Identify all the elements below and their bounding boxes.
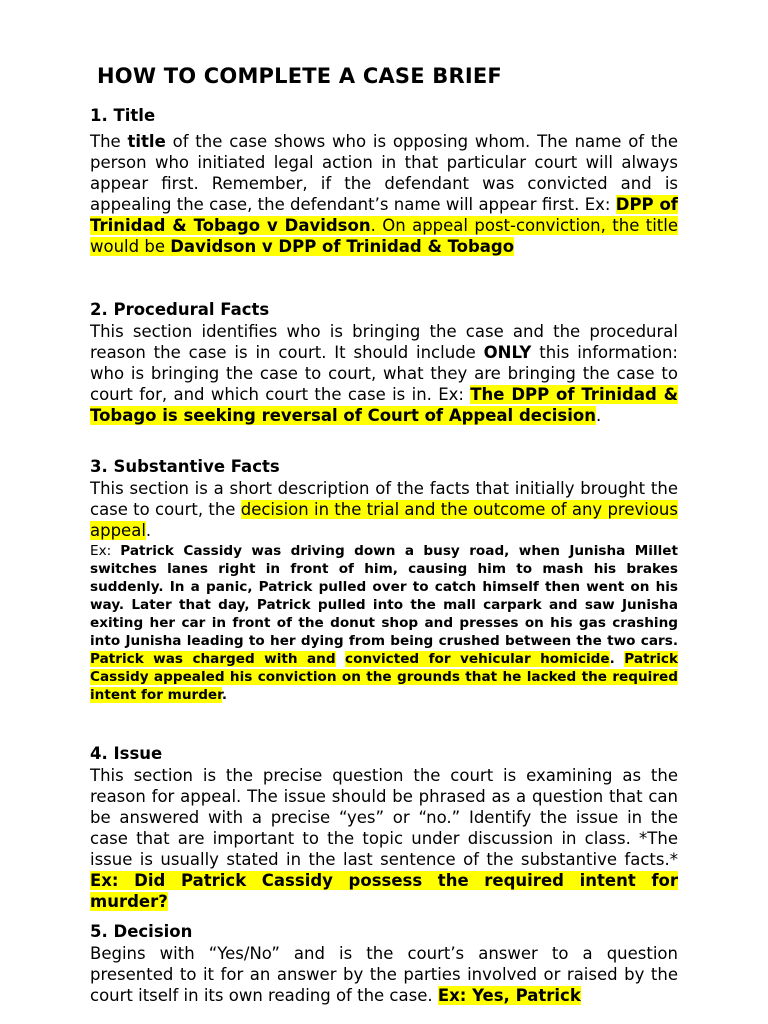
text: The xyxy=(90,132,128,151)
text: Begins with “Yes/No” and is the court’s answer to a question presented to it for an answer by the parties involved or raised by the court itself in its own reading of the case. xyxy=(90,944,678,1005)
highlighted-example: Ex: Yes, Patrick xyxy=(437,986,581,1005)
text: . xyxy=(595,406,602,425)
text: this information: who is bringing the case to court, what they are bringing the case to court for, and which court the case is in. Ex: xyxy=(90,343,678,404)
highlighted-text: decision in the trial and the outcome of any previous appeal xyxy=(90,500,678,540)
highlighted-text: Patrick was charged with and xyxy=(90,651,336,667)
example-label: Ex: xyxy=(90,543,121,559)
text: This section identifies who is bringing the case and the procedural reason the case is in court. It should include xyxy=(90,322,678,362)
highlighted-text: convicted for vehicular homicide xyxy=(345,651,610,667)
section-decision-paragraph xyxy=(90,943,678,1006)
bold-text: title xyxy=(127,132,166,151)
text: . xyxy=(145,521,152,540)
section-procedural-paragraph xyxy=(90,321,678,426)
text: . xyxy=(609,651,625,667)
section-heading-title: 1. Title xyxy=(90,106,156,125)
highlighted-text: Patrick Cassidy appealed his conviction on the grounds that he lacked the required intent for murder xyxy=(90,651,678,703)
bold-text: ONLY xyxy=(483,343,532,362)
text: Patrick Cassidy was driving down a busy road, when Junisha Millet switches lanes right in front of him, causing him to mash his brakes suddenly. In a panic, Patrick pulled over to catch himself then went on his way. Later that day, Patrick pulled into the mall carpark and saw Junisha exiting her car in front of the donut shop and presses on his gas crashing into Junisha leading to her dying from being crushed between the two cars. xyxy=(90,543,678,649)
section-heading-decision: 5. Decision xyxy=(90,922,193,941)
text: This section is the precise question the court is examining as the reason for appeal. The issue should be phrased as a question that can be answered with a precise “yes” or “no.” Identify the issue in the case that are important to the topic under discussion in class. *The issue is usually stated in the last sentence of the substantive facts.* xyxy=(90,766,678,869)
section-heading-substantive-facts: 3. Substantive Facts xyxy=(90,457,280,476)
section-title-paragraph xyxy=(90,131,678,257)
section-heading-issue: 4. Issue xyxy=(90,744,163,763)
highlighted-text: . On appeal post-conviction, the title would be xyxy=(90,216,679,256)
highlighted-example: Ex: Did Patrick Cassidy possess the required intent for murder? xyxy=(90,871,678,911)
section-substantive-paragraph xyxy=(90,478,678,541)
document-title: HOW TO COMPLETE A CASE BRIEF xyxy=(97,64,502,88)
text: of the case shows who is opposing whom. The name of the person who initiated legal action in that particular court will always appear first. Remember, if the defendant was convicted and is appealing the case, the defendant’s name will appear first. Ex: xyxy=(90,132,678,214)
highlighted-example: DPP of Trinidad & Tobago v Davidson xyxy=(90,195,678,235)
highlighted-example: The DPP of Trinidad & Tobago is seeking reversal of Court of Appeal decision xyxy=(90,385,678,425)
section-issue-paragraph xyxy=(90,765,678,912)
substantive-example xyxy=(90,542,678,704)
section-heading-procedural-facts: 2. Procedural Facts xyxy=(90,300,270,319)
text: . xyxy=(221,687,228,703)
text: This section is a short description of the facts that initially brought the case to court, the xyxy=(90,479,678,519)
highlighted-example: Davidson v DPP of Trinidad & Tobago xyxy=(170,237,515,256)
text xyxy=(336,651,345,667)
